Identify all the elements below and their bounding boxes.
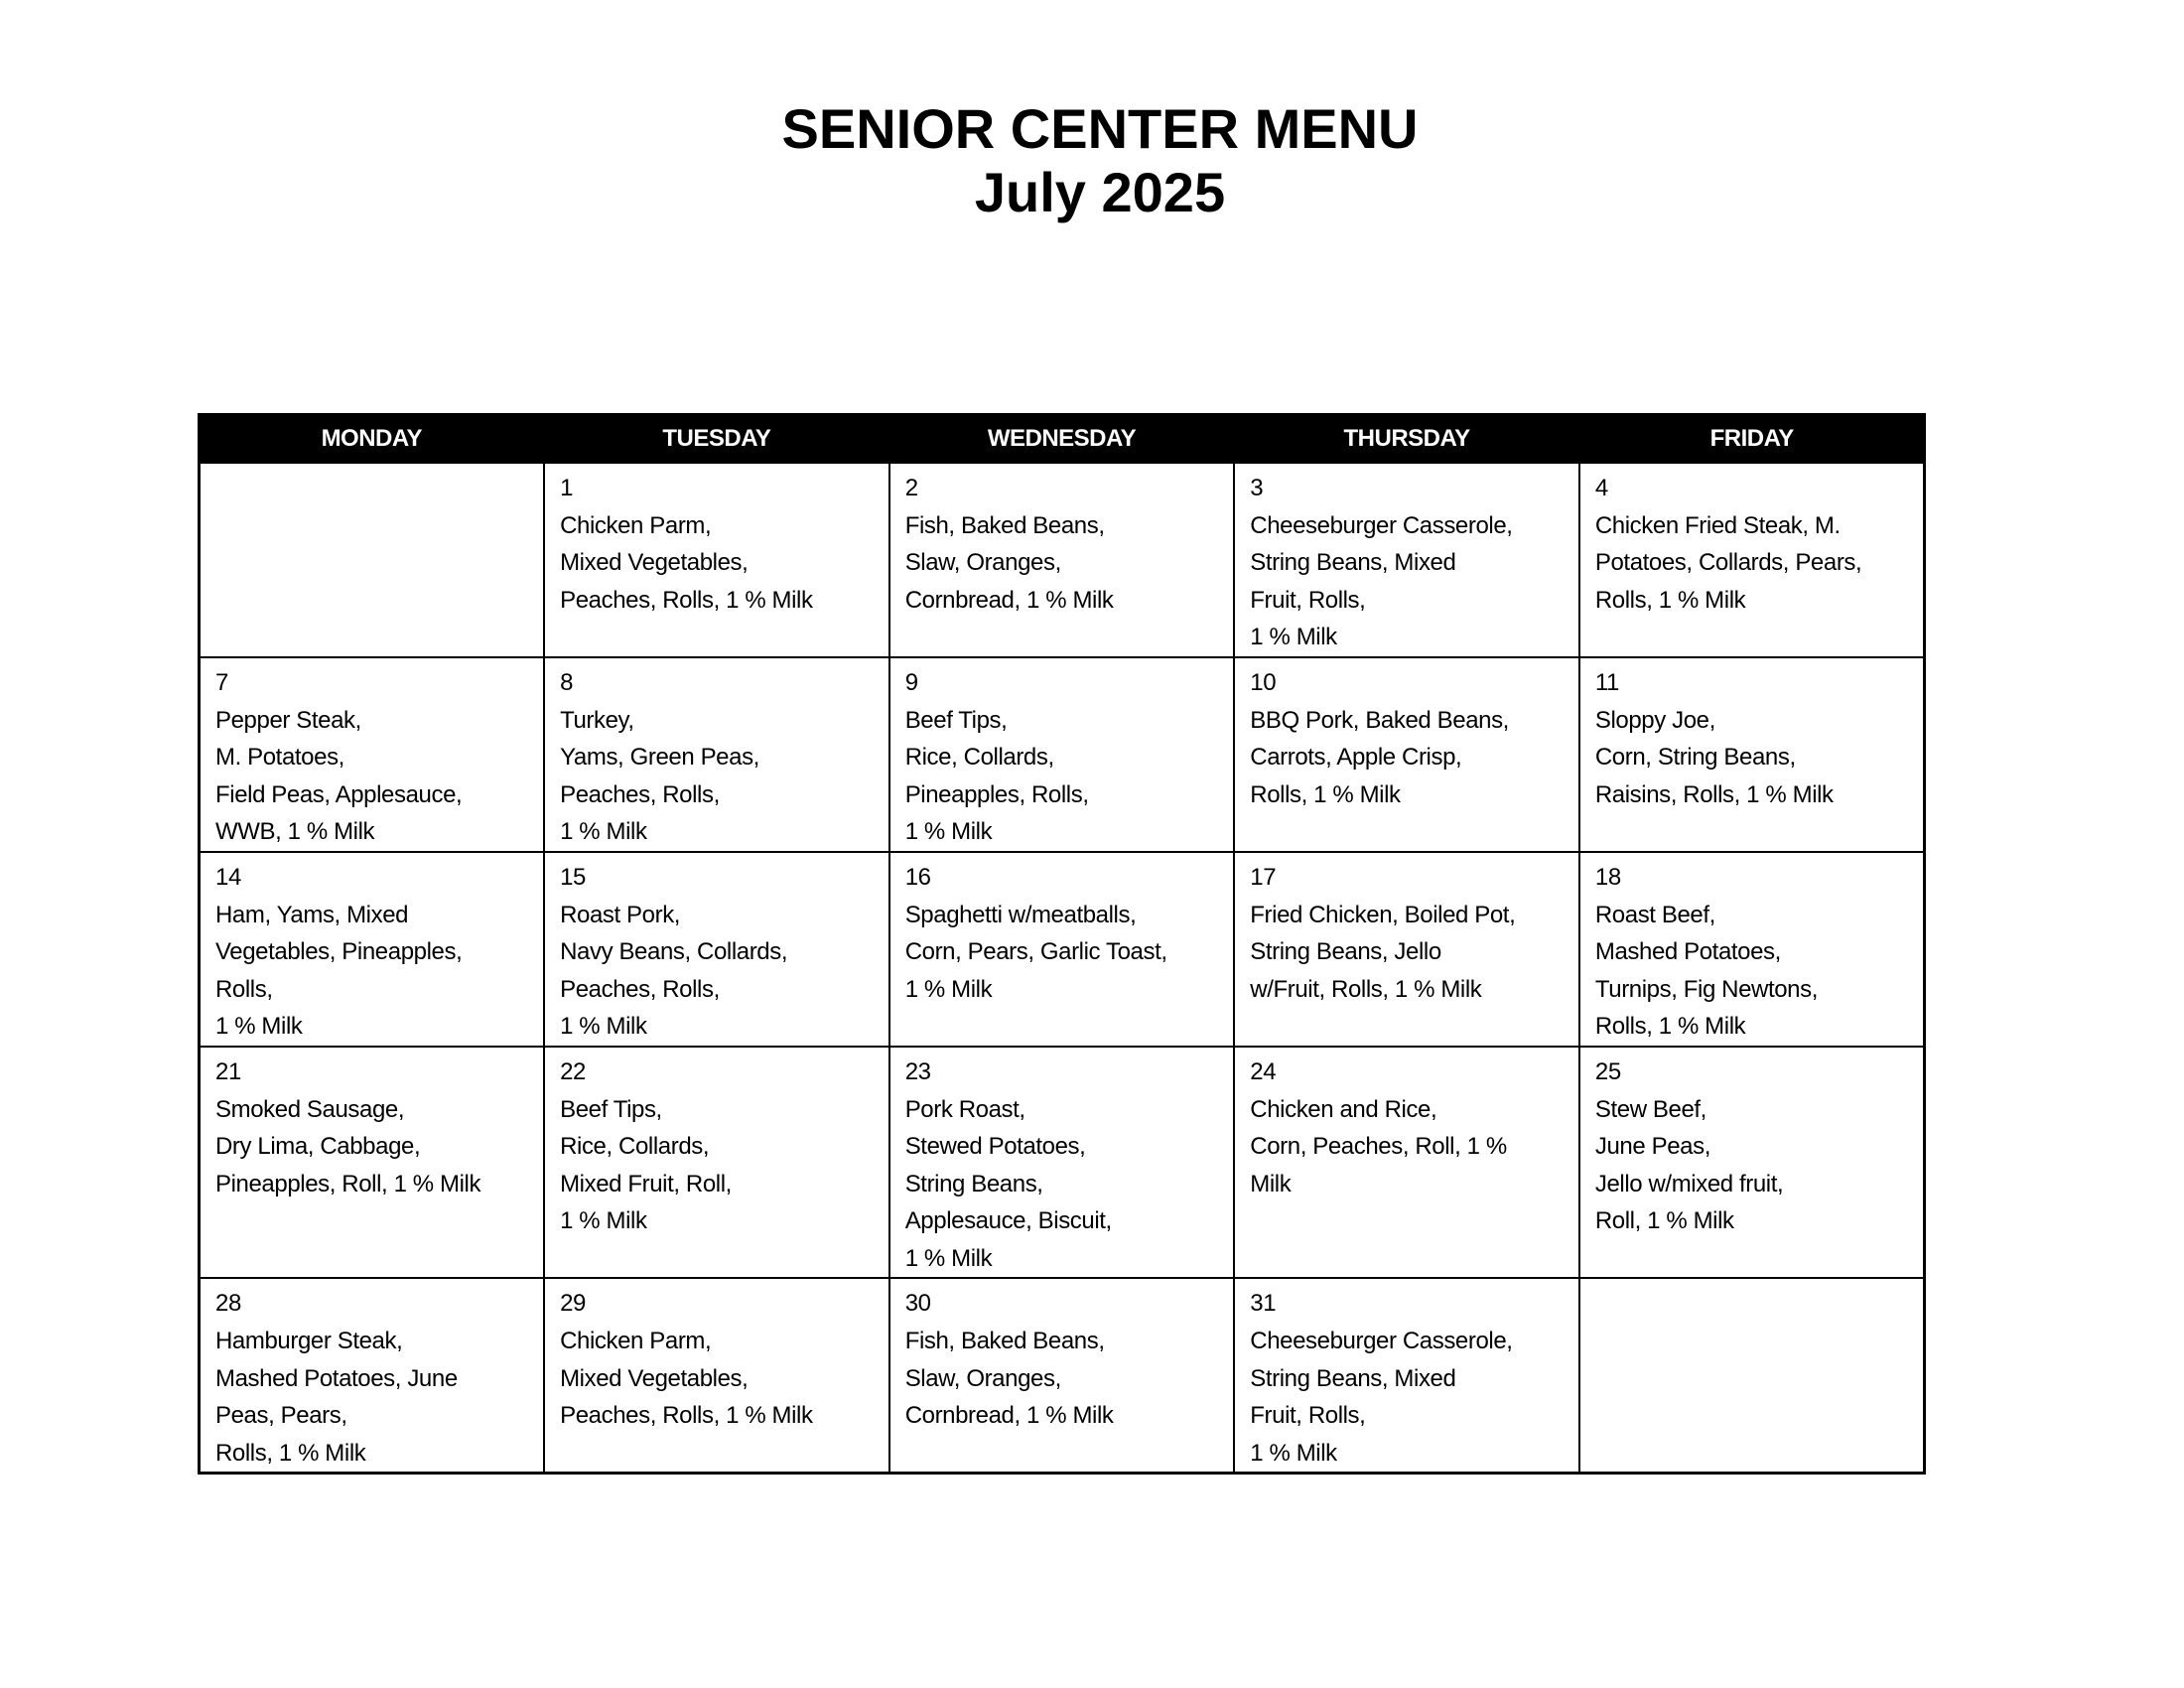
menu-item-line: Applesauce, Biscuit,: [904, 1207, 1112, 1235]
day-number: 23: [904, 1057, 931, 1085]
menu-item-line: Roast Beef,: [1594, 901, 1715, 928]
menu-item-line: Slaw, Oranges,: [904, 549, 1061, 577]
menu-item-line: Roll, 1 % Milk: [1594, 1207, 1734, 1235]
header-thursday: THURSDAY: [1234, 415, 1579, 463]
menu-item-line: Chicken Parm,: [560, 1328, 712, 1355]
menu-item-line: Fish, Baked Beans,: [904, 511, 1105, 539]
menu-item-line: Turkey,: [560, 706, 634, 734]
day-cell: [889, 852, 1235, 1047]
day-number: 8: [560, 668, 574, 696]
day-cell: [1234, 852, 1579, 1047]
menu-item-line: Corn, Pears, Garlic Toast,: [904, 938, 1167, 966]
week-row: [200, 852, 1925, 1047]
menu-item-line: Cheeseburger Casserole,: [1250, 1328, 1513, 1355]
day-number: 21: [215, 1057, 241, 1085]
day-number: 9: [904, 668, 918, 696]
menu-item-line: Peaches, Rolls, 1 % Milk: [560, 1402, 813, 1430]
menu-item-line: Slaw, Oranges,: [904, 1364, 1061, 1392]
menu-item-line: String Beans, Mixed: [1250, 1364, 1456, 1392]
day-cell: [1579, 657, 1925, 852]
menu-item-line: Corn, String Beans,: [1594, 744, 1796, 772]
menu-item-line: Cornbread, 1 % Milk: [904, 1402, 1114, 1430]
menu-item-line: 1 % Milk: [1250, 624, 1337, 651]
header-wednesday: WEDNESDAY: [889, 415, 1235, 463]
day-number: 2: [904, 475, 918, 501]
menu-item-line: WWB, 1 % Milk: [215, 818, 375, 846]
day-cell: [889, 657, 1235, 852]
day-number: 25: [1594, 1057, 1621, 1085]
header-friday: FRIDAY: [1579, 415, 1925, 463]
menu-item-line: Mixed Vegetables,: [560, 1364, 749, 1392]
menu-item-line: Cornbread, 1 % Milk: [904, 586, 1114, 614]
menu-item-line: Peaches, Rolls,: [560, 780, 720, 808]
menu-item-line: 1 % Milk: [904, 1244, 993, 1272]
day-cell: [1579, 852, 1925, 1047]
menu-item-line: String Beans,: [904, 1170, 1043, 1197]
menu-item-line: Chicken and Rice,: [1250, 1095, 1437, 1123]
week-row: [200, 1278, 1925, 1473]
menu-title-block: [0, 97, 2184, 224]
day-cell: [544, 852, 889, 1047]
menu-item-line: Rolls,: [215, 975, 273, 1003]
menu-item-line: Fruit, Rolls,: [1250, 586, 1366, 614]
menu-item-line: Dry Lima, Cabbage,: [215, 1133, 421, 1161]
header-tuesday: TUESDAY: [544, 415, 889, 463]
day-number: 18: [1594, 863, 1621, 891]
menu-item-line: Corn, Peaches, Roll, 1 %: [1250, 1133, 1507, 1161]
day-number: 29: [560, 1290, 586, 1318]
menu-item-line: Peaches, Rolls,: [560, 975, 720, 1003]
day-cell: [1234, 1047, 1579, 1279]
menu-item-line: Milk: [1250, 1170, 1292, 1197]
menu-item-line: Rolls, 1 % Milk: [1594, 1013, 1746, 1041]
header-monday: MONDAY: [200, 415, 545, 463]
menu-item-line: 1 % Milk: [560, 1013, 647, 1041]
menu-item-line: Pineapples, Roll, 1 % Milk: [215, 1170, 481, 1197]
menu-item-line: 1 % Milk: [215, 1013, 303, 1041]
day-cell: [1234, 657, 1579, 852]
menu-item-line: 1 % Milk: [560, 818, 647, 846]
menu-item-line: Rolls, 1 % Milk: [1594, 586, 1746, 614]
day-number: 4: [1594, 475, 1608, 501]
menu-item-line: Mixed Fruit, Roll,: [560, 1170, 732, 1197]
menu-item-line: Stew Beef,: [1594, 1095, 1706, 1123]
menu-item-line: Yams, Green Peas,: [560, 744, 759, 772]
menu-item-line: Field Peas, Applesauce,: [215, 780, 463, 808]
weekday-header-row: [200, 415, 1925, 463]
menu-item-line: Roast Pork,: [560, 901, 681, 928]
day-cell: [1234, 463, 1579, 657]
menu-item-line: Chicken Fried Steak, M.: [1594, 511, 1841, 539]
menu-item-line: String Beans, Mixed: [1250, 549, 1456, 577]
menu-item-line: Raisins, Rolls, 1 % Milk: [1594, 780, 1834, 808]
day-cell: [544, 1278, 889, 1473]
day-number: 30: [904, 1290, 931, 1318]
day-number: 16: [904, 863, 931, 891]
day-cell: [1579, 1047, 1925, 1279]
menu-item-line: Rolls, 1 % Milk: [215, 1439, 366, 1467]
day-cell-empty: [1579, 1278, 1925, 1473]
menu-item-line: w/Fruit, Rolls, 1 % Milk: [1250, 975, 1482, 1003]
week-row: [200, 463, 1925, 657]
day-cell: [1579, 463, 1925, 657]
day-cell: [200, 1278, 545, 1473]
day-number: 14: [215, 863, 241, 891]
menu-item-line: Beef Tips,: [560, 1095, 662, 1123]
menu-item-line: Carrots, Apple Crisp,: [1250, 744, 1462, 772]
day-cell: [1234, 1278, 1579, 1473]
day-number: 10: [1250, 668, 1277, 696]
week-row: [200, 657, 1925, 852]
day-number: 7: [215, 668, 228, 696]
menu-item-line: Smoked Sausage,: [215, 1095, 405, 1123]
day-cell: [889, 1278, 1235, 1473]
day-number: 28: [215, 1290, 241, 1318]
menu-item-line: Spaghetti w/meatballs,: [904, 901, 1137, 928]
day-number: 15: [560, 863, 586, 891]
menu-item-line: Pepper Steak,: [215, 706, 361, 734]
day-cell-empty: [200, 463, 545, 657]
menu-item-line: Navy Beans, Collards,: [560, 938, 788, 966]
day-cell: [200, 1047, 545, 1279]
menu-item-line: Ham, Yams, Mixed: [215, 901, 409, 928]
menu-item-line: Fruit, Rolls,: [1250, 1402, 1366, 1430]
day-cell: [200, 657, 545, 852]
menu-item-line: Turnips, Fig Newtons,: [1594, 975, 1818, 1003]
day-number: 11: [1594, 668, 1619, 696]
day-cell: [889, 1047, 1235, 1279]
menu-item-line: Chicken Parm,: [560, 511, 712, 539]
menu-item-line: 1 % Milk: [904, 818, 993, 846]
menu-item-line: Cheeseburger Casserole,: [1250, 511, 1513, 539]
menu-item-line: M. Potatoes,: [215, 744, 344, 772]
day-cell: [544, 657, 889, 852]
week-row: [200, 1047, 1925, 1279]
menu-item-line: Vegetables, Pineapples,: [215, 938, 463, 966]
menu-item-line: Mixed Vegetables,: [560, 549, 749, 577]
menu-item-line: Fried Chicken, Boiled Pot,: [1250, 901, 1516, 928]
menu-item-line: Rolls, 1 % Milk: [1250, 780, 1401, 808]
menu-item-line: BBQ Pork, Baked Beans,: [1250, 706, 1509, 734]
page-title: SENIOR CENTER MENU: [781, 97, 1419, 160]
menu-item-line: Rice, Collards,: [904, 744, 1054, 772]
day-number: 31: [1250, 1290, 1277, 1318]
menu-item-line: 1 % Milk: [1250, 1439, 1337, 1467]
day-cell: [544, 1047, 889, 1279]
page-subtitle-month: July 2025: [974, 161, 1226, 223]
menu-item-line: Pork Roast,: [904, 1095, 1025, 1123]
menu-item-line: June Peas,: [1594, 1133, 1710, 1161]
menu-item-line: Potatoes, Collards, Pears,: [1594, 549, 1862, 577]
day-cell: [544, 463, 889, 657]
menu-item-line: 1 % Milk: [560, 1207, 647, 1235]
menu-item-line: Sloppy Joe,: [1594, 706, 1715, 734]
menu-item-line: Pineapples, Rolls,: [904, 780, 1089, 808]
day-number: 3: [1250, 475, 1264, 501]
menu-item-line: String Beans, Jello: [1250, 938, 1441, 966]
day-number: 17: [1250, 863, 1277, 891]
day-cell: [200, 852, 545, 1047]
menu-item-line: Mashed Potatoes,: [1594, 938, 1781, 966]
day-cell: [889, 463, 1235, 657]
menu-calendar-table: [198, 413, 1926, 1475]
menu-item-line: Peas, Pears,: [215, 1402, 347, 1430]
menu-item-line: Beef Tips,: [904, 706, 1008, 734]
day-number: 1: [560, 475, 574, 501]
menu-item-line: Hamburger Steak,: [215, 1328, 403, 1355]
menu-item-line: Mashed Potatoes, June: [215, 1364, 458, 1392]
menu-item-line: 1 % Milk: [904, 975, 993, 1003]
menu-item-line: Jello w/mixed fruit,: [1594, 1170, 1784, 1197]
menu-item-line: Fish, Baked Beans,: [904, 1328, 1105, 1355]
menu-item-line: Stewed Potatoes,: [904, 1133, 1086, 1161]
day-number: 24: [1250, 1057, 1277, 1085]
menu-item-line: Rice, Collards,: [560, 1133, 710, 1161]
menu-item-line: Peaches, Rolls, 1 % Milk: [560, 586, 813, 614]
day-number: 22: [560, 1057, 586, 1085]
